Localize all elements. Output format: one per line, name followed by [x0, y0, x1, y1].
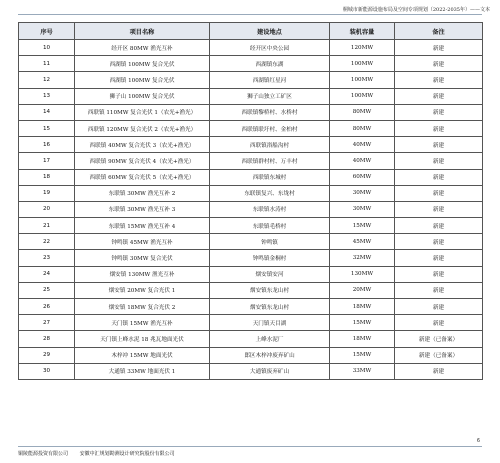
table-row [19, 299, 483, 315]
cell-capacity: 80MW [330, 120, 395, 136]
cell-project-name: 东联镇 30MW 渔光互补 2 [75, 185, 210, 201]
cell-project-name: 西湖镇 100MW 复合光伏 [75, 72, 210, 88]
cell-project-name: 经开区 80MW 渔光互补 [75, 40, 210, 56]
cell-note: 新建 [395, 363, 483, 379]
cell-location: 上峰水泥厂 [210, 331, 330, 347]
cell-capacity: 18MW [330, 299, 395, 315]
cell-note: 新建 [395, 250, 483, 266]
cell-note: 新建 [395, 201, 483, 217]
column-header-capacity: 装机容量 [330, 23, 395, 40]
cell-project-name: 西湖镇 100MW 复合光伏 [75, 56, 210, 72]
cell-location: 郎区木梓冲废弃矿山 [210, 347, 330, 363]
cell-project-name: 天门镇 15MW 渔光互补 [75, 315, 210, 331]
cell-project-name: 天门镇上峰水泥 18 兆瓦地面光伏 [75, 331, 210, 347]
cell-project-name: 西联镇 110MW 复合光伏 1（农光+渔光） [75, 104, 210, 120]
cell-capacity: 120MW [330, 40, 395, 56]
table-body [19, 40, 483, 380]
cell-note: 新建 [395, 282, 483, 298]
cell-project-name: 西联镇 40MW 复合光伏 3（农光+渔光） [75, 137, 210, 153]
cell-location: 烟安镇安河 [210, 266, 330, 282]
cell-note: 新建 [395, 72, 483, 88]
page-number: 6 [476, 438, 480, 444]
cell-note: 新建 [395, 88, 483, 104]
cell-capacity: 80MW [330, 104, 395, 120]
cell-seq: 11 [19, 56, 75, 72]
cell-note: 新建 [395, 315, 483, 331]
cell-seq: 17 [19, 153, 75, 169]
cell-location: 狮子山独立工矿区 [210, 88, 330, 104]
cell-capacity: 15MW [330, 218, 395, 234]
table-row [19, 347, 483, 363]
cell-capacity: 100MW [330, 88, 395, 104]
table-row [19, 266, 483, 282]
cell-location: 钟鸣镇金桐村 [210, 250, 330, 266]
cell-capacity: 20MW [330, 282, 395, 298]
cell-project-name: 大通镇 33MW 地面光伏 1 [75, 363, 210, 379]
cell-location: 大通镇废弃矿山 [210, 363, 330, 379]
cell-seq: 19 [19, 185, 75, 201]
cell-seq: 30 [19, 363, 75, 379]
cell-location: 东联镇水涛村 [210, 201, 330, 217]
table-row [19, 40, 483, 56]
cell-note: 新建（已备案） [395, 347, 483, 363]
cell-capacity: 18MW [330, 331, 395, 347]
cell-capacity: 30MW [330, 201, 395, 217]
cell-seq: 22 [19, 234, 75, 250]
cell-project-name: 钟鸣镇 45MW 渔光互补 [75, 234, 210, 250]
cell-note: 新建 [395, 266, 483, 282]
cell-location: 西联镇联圩村、金柏村 [210, 120, 330, 136]
table-row [19, 56, 483, 72]
cell-location: 西湖镇东湖 [210, 56, 330, 72]
footer [18, 450, 185, 457]
cell-seq: 18 [19, 169, 75, 185]
cell-location: 经开区中央公园 [210, 40, 330, 56]
cell-seq: 29 [19, 347, 75, 363]
cell-location: 东联镇复兴、东垅村 [210, 185, 330, 201]
cell-location: 西联镇浴船沟村 [210, 137, 330, 153]
cell-capacity: 130MW [330, 266, 395, 282]
table-row [19, 169, 483, 185]
table-row [19, 120, 483, 136]
cell-capacity: 15MW [330, 315, 395, 331]
table-row [19, 331, 483, 347]
cell-location: 天门镇天目湖 [210, 315, 330, 331]
column-header-seq: 序号 [19, 23, 75, 40]
cell-note: 新建 [395, 169, 483, 185]
cell-project-name: 西联镇 60MW 复合光伏 5（农光+渔光） [75, 169, 210, 185]
column-header-location: 建设地点 [210, 23, 330, 40]
table-row [19, 153, 483, 169]
table-row [19, 137, 483, 153]
cell-note: 新建 [395, 299, 483, 315]
cell-seq: 16 [19, 137, 75, 153]
table-row [19, 250, 483, 266]
table-row [19, 282, 483, 298]
cell-project-name: 狮子山 100MW 复合光伏 [75, 88, 210, 104]
cell-project-name: 烟安镇 20MW 复合光伏 1 [75, 282, 210, 298]
cell-capacity: 40MW [330, 153, 395, 169]
cell-seq: 25 [19, 282, 75, 298]
cell-seq: 15 [19, 120, 75, 136]
document-header-title: 桐城市新能源设施布局及空间专项规划（2022-2035年）——文本 [342, 7, 490, 13]
cell-seq: 27 [19, 315, 75, 331]
cell-note: 新建 [395, 234, 483, 250]
cell-seq: 10 [19, 40, 75, 56]
cell-note: 新建 [395, 153, 483, 169]
cell-capacity: 100MW [330, 72, 395, 88]
cell-note: 新建 [395, 218, 483, 234]
table-row [19, 234, 483, 250]
cell-note: 新建 [395, 185, 483, 201]
table-row [19, 201, 483, 217]
cell-seq: 28 [19, 331, 75, 347]
table-row [19, 88, 483, 104]
cell-project-name: 木梓冲 15MW 地面光伏 [75, 347, 210, 363]
cell-location: 西联镇黎桥村、水桥村 [210, 104, 330, 120]
cell-seq: 21 [19, 218, 75, 234]
table-header-row [19, 23, 483, 40]
cell-note: 新建 [395, 137, 483, 153]
cell-capacity: 45MW [330, 234, 395, 250]
table-row [19, 218, 483, 234]
cell-note: 新建 [395, 104, 483, 120]
cell-capacity: 100MW [330, 56, 395, 72]
cell-capacity: 30MW [330, 185, 395, 201]
cell-project-name: 东联镇 30MW 渔光互补 3 [75, 201, 210, 217]
cell-note: 新建 [395, 56, 483, 72]
cell-seq: 24 [19, 266, 75, 282]
footer-divider [18, 446, 482, 447]
cell-capacity: 33MW [330, 363, 395, 379]
footer-org-1: 铜陵能源投资有限公司 [18, 451, 69, 457]
project-table [18, 22, 483, 380]
table-row [19, 185, 483, 201]
cell-note: 新建（已备案） [395, 331, 483, 347]
cell-project-name: 东联镇 15MW 渔光互补 4 [75, 218, 210, 234]
cell-seq: 13 [19, 88, 75, 104]
cell-seq: 20 [19, 201, 75, 217]
table-row [19, 363, 483, 379]
cell-location: 西联镇东城村 [210, 169, 330, 185]
table-row [19, 315, 483, 331]
column-header-note: 备注 [395, 23, 483, 40]
cell-capacity: 15MW [330, 347, 395, 363]
header-divider [18, 14, 482, 15]
cell-note: 新建 [395, 40, 483, 56]
footer-org-2: 安徽中汇规划勘测设计研究院股份有限公司 [79, 451, 175, 457]
cell-location: 西湖镇红星河 [210, 72, 330, 88]
cell-seq: 12 [19, 72, 75, 88]
table-row [19, 104, 483, 120]
cell-project-name: 西联镇 120MW 复合光伏 2（农光+渔光） [75, 120, 210, 136]
cell-location: 烟安镇东龙山村 [210, 299, 330, 315]
column-header-name: 项目名称 [75, 23, 210, 40]
cell-project-name: 钟鸣镇 30MW 复合光伏 [75, 250, 210, 266]
cell-capacity: 32MW [330, 250, 395, 266]
cell-capacity: 60MW [330, 169, 395, 185]
cell-seq: 23 [19, 250, 75, 266]
cell-location: 西联镇群村村、万丰村 [210, 153, 330, 169]
cell-project-name: 烟安镇 130MW 渔光互补 [75, 266, 210, 282]
cell-note: 新建 [395, 120, 483, 136]
cell-location: 钟鸣镇 [210, 234, 330, 250]
cell-project-name: 西联镇 90MW 复合光伏 4（农光+渔光） [75, 153, 210, 169]
cell-capacity: 40MW [330, 137, 395, 153]
cell-project-name: 烟安镇 18MW 复合光伏 2 [75, 299, 210, 315]
cell-seq: 26 [19, 299, 75, 315]
cell-location: 烟安镇东龙山村 [210, 282, 330, 298]
table-row [19, 72, 483, 88]
cell-seq: 14 [19, 104, 75, 120]
cell-location: 东联镇毛桥村 [210, 218, 330, 234]
